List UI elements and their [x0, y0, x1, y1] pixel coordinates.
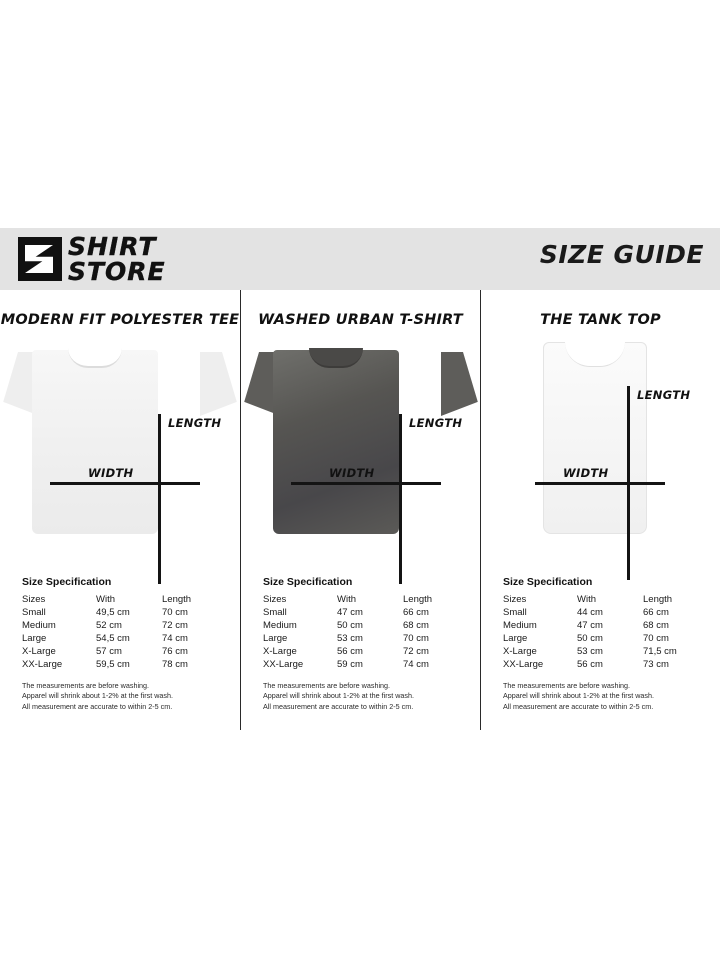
cell-length: 68 cm	[403, 620, 429, 631]
garment-title: WASHED URBAN T-SHIRT	[258, 312, 463, 328]
header-length: Length	[643, 594, 673, 605]
note-line: The measurements are before washing.	[263, 681, 391, 690]
header-length: Length	[403, 594, 433, 605]
table-row	[503, 645, 691, 658]
spec-table	[22, 593, 210, 671]
garment-title: THE TANK TOP	[540, 312, 661, 328]
width-measure-line	[535, 482, 665, 485]
measurement-notes	[22, 681, 222, 712]
cell-width: 56 cm	[577, 659, 603, 670]
note-line: The measurements are before washing.	[22, 681, 150, 690]
header-length: Length	[162, 594, 192, 605]
cell-size: Small	[22, 607, 46, 618]
cell-size: Large	[503, 633, 528, 644]
measurement-notes	[263, 681, 463, 712]
header-sizes: Sizes	[263, 594, 287, 605]
cell-width: 56 cm	[337, 646, 363, 657]
table-row	[503, 658, 691, 671]
cell-size: Small	[263, 607, 287, 618]
table-row	[22, 606, 210, 619]
width-label: WIDTH	[88, 466, 134, 480]
table-row	[22, 632, 210, 645]
cell-width: 47 cm	[577, 620, 603, 631]
cell-width: 50 cm	[337, 620, 363, 631]
header-width: With	[337, 594, 356, 605]
cell-width: 57 cm	[96, 646, 122, 657]
garment-column-modern-fit-polyester-tee	[0, 290, 240, 730]
cell-width: 59,5 cm	[96, 659, 130, 670]
header-sizes: Sizes	[22, 594, 46, 605]
tee-sleeve-right	[200, 352, 240, 416]
cell-width: 49,5 cm	[96, 607, 130, 618]
note-line: All measurement are accurate to within 2-5 cm.	[22, 701, 173, 711]
cell-length: 70 cm	[162, 607, 188, 618]
note-line: All measurement are accurate to within 2-5 cm.	[263, 701, 414, 711]
tank-body	[543, 342, 647, 534]
size-guide-columns	[0, 290, 720, 730]
cell-length: 78 cm	[162, 659, 188, 670]
cell-width: 54,5 cm	[96, 633, 130, 644]
table-row	[263, 658, 451, 671]
width-label: WIDTH	[329, 466, 375, 480]
cell-width: 44 cm	[577, 607, 603, 618]
length-measure-line	[399, 414, 402, 584]
cell-size: XX-Large	[263, 659, 304, 670]
spec-title: Size Specification	[22, 576, 112, 588]
note-line: All measurement are accurate to within 2-5 cm.	[503, 701, 654, 711]
cell-size: XX-Large	[503, 659, 544, 670]
cell-size: X-Large	[263, 646, 297, 657]
cell-size: Large	[22, 633, 47, 644]
garment-illustration-white-tee	[0, 334, 240, 574]
cell-length: 74 cm	[162, 633, 188, 644]
brand-logo-line1: SHIRT	[68, 231, 157, 261]
cell-length: 76 cm	[162, 646, 188, 657]
table-row	[503, 632, 691, 645]
cell-width: 53 cm	[337, 633, 363, 644]
size-specification-table	[22, 576, 222, 712]
brand-logo-text	[68, 231, 166, 286]
table-row	[263, 606, 451, 619]
cell-length: 74 cm	[403, 659, 429, 670]
note-line: Apparel will shrink about 1-2% at the first wash.	[503, 691, 655, 701]
cell-size: Medium	[263, 620, 297, 631]
garment-title: MODERN FIT POLYESTER TEE	[0, 312, 240, 328]
page-title: SIZE GUIDE	[539, 240, 704, 269]
garment-illustration-tank-top	[481, 334, 720, 574]
cell-width: 53 cm	[577, 646, 603, 657]
cell-width: 50 cm	[577, 633, 603, 644]
note-line: The measurements are before washing.	[503, 681, 631, 690]
size-specification-table	[503, 576, 703, 712]
white-tee-image	[0, 334, 190, 534]
garment-column-washed-urban-t-shirt	[240, 290, 480, 730]
table-row	[263, 645, 451, 658]
cell-size: Large	[263, 633, 288, 644]
table-row	[22, 619, 210, 632]
header-width: With	[96, 594, 115, 605]
length-label: LENGTH	[637, 388, 691, 402]
note-line: Apparel will shrink about 1-2% at the first wash.	[263, 691, 415, 701]
brand-logo	[18, 232, 218, 286]
garment-column-the-tank-top	[480, 290, 720, 730]
table-row	[22, 645, 210, 658]
length-label: LENGTH	[168, 416, 222, 430]
cell-size: X-Large	[22, 646, 56, 657]
length-measure-line	[158, 414, 161, 584]
cell-size: X-Large	[503, 646, 537, 657]
size-specification-table	[263, 576, 463, 712]
measurement-notes	[503, 681, 703, 712]
table-row	[263, 619, 451, 632]
table-row	[503, 619, 691, 632]
garment-illustration-washed-tee	[241, 334, 481, 574]
cell-size: Medium	[22, 620, 56, 631]
cell-length: 68 cm	[643, 620, 669, 631]
table-row	[22, 658, 210, 671]
spec-table	[263, 593, 451, 671]
cell-length: 71,5 cm	[643, 646, 677, 657]
cell-length: 66 cm	[643, 607, 669, 618]
cell-size: XX-Large	[22, 659, 63, 670]
cell-length: 70 cm	[643, 633, 669, 644]
note-line: Apparel will shrink about 1-2% at the first wash.	[22, 691, 174, 701]
cell-length: 72 cm	[403, 646, 429, 657]
cell-size: Medium	[503, 620, 537, 631]
header-sizes: Sizes	[503, 594, 527, 605]
cell-width: 47 cm	[337, 607, 363, 618]
tee-sleeve-right	[441, 352, 481, 416]
length-label: LENGTH	[409, 416, 463, 430]
width-measure-line	[50, 482, 200, 485]
cell-length: 66 cm	[403, 607, 429, 618]
width-measure-line	[291, 482, 441, 485]
brand-logo-line2: STORE	[68, 256, 166, 286]
table-header-row	[503, 593, 691, 606]
table-header-row	[263, 593, 451, 606]
tee-body	[32, 350, 158, 534]
cell-length: 72 cm	[162, 620, 188, 631]
cell-width: 52 cm	[96, 620, 122, 631]
spec-table	[503, 593, 691, 671]
width-label: WIDTH	[563, 466, 609, 480]
spec-title: Size Specification	[263, 576, 353, 588]
cell-length: 73 cm	[643, 659, 669, 670]
tank-top-image	[481, 334, 671, 534]
table-header-row	[22, 593, 210, 606]
header-width: With	[577, 594, 596, 605]
s-mark-icon	[18, 237, 62, 281]
table-row	[503, 606, 691, 619]
cell-width: 59 cm	[337, 659, 363, 670]
table-row	[263, 632, 451, 645]
cell-size: Small	[503, 607, 527, 618]
tee-body	[273, 350, 399, 534]
cell-length: 70 cm	[403, 633, 429, 644]
spec-title: Size Specification	[503, 576, 593, 588]
